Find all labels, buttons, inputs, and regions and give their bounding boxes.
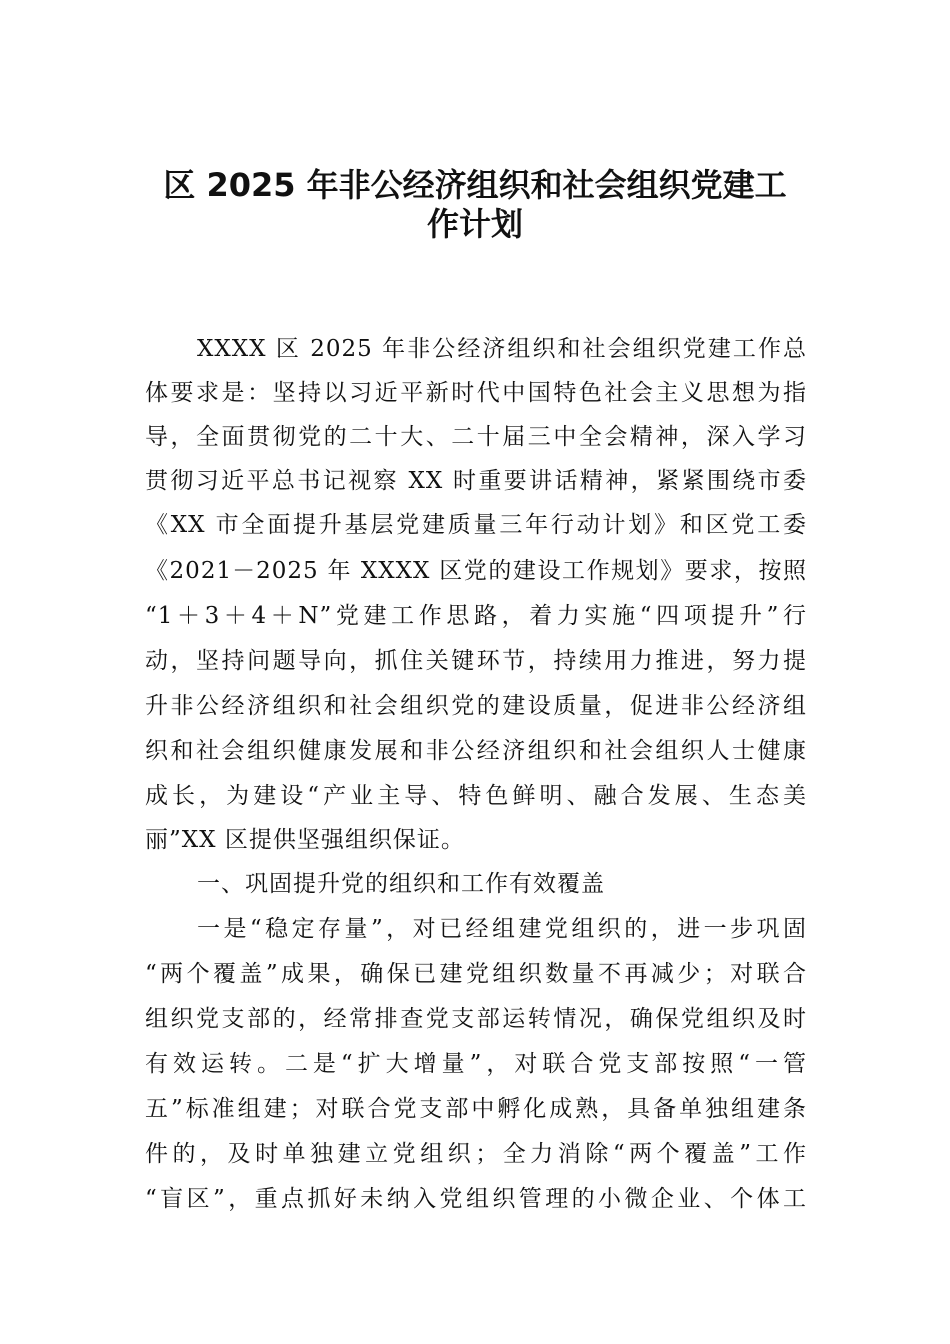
paragraph-2-line: 有效运转。二是“扩大增量”，对联合党支部按照“一管 bbox=[145, 1051, 807, 1077]
paragraph-1-line: 丽”XX 区提供坚强组织保证。 bbox=[145, 827, 465, 853]
paragraph-2-line: “盲区”，重点抓好未纳入党组织管理的小微企业、个体工 bbox=[145, 1186, 807, 1212]
paragraph-1-line: 成长，为建设“产业主导、特色鲜明、融合发展、生态美 bbox=[145, 783, 807, 809]
paragraph-1-line: 导，全面贯彻党的二十大、二十届三中全会精神，深入学习 bbox=[145, 424, 807, 450]
paragraph-1-line: “1＋3＋4＋N”党建工作思路，着力实施“四项提升”行 bbox=[145, 603, 807, 629]
document-title-line-2: 作计划 bbox=[426, 205, 523, 243]
paragraph-1-line: 动，坚持问题导向，抓住关键环节，持续用力推进，努力提 bbox=[145, 648, 807, 674]
paragraph-1-line: XXXX 区 2025 年非公经济组织和社会组织党建工作总 bbox=[197, 336, 807, 362]
paragraph-1-line: 《XX 市全面提升基层党建质量三年行动计划》和区党工委 bbox=[145, 512, 807, 538]
paragraph-1-line: 升非公经济组织和社会组织党的建设质量，促进非公经济组 bbox=[145, 693, 807, 719]
paragraph-1-line: 《2021－2025 年 XXXX 区党的建设工作规划》要求，按照 bbox=[145, 558, 807, 584]
paragraph-1-line: 体要求是：坚持以习近平新时代中国特色社会主义思想为指 bbox=[145, 380, 807, 406]
paragraph-2-line: “两个覆盖”成果，确保已建党组织数量不再减少；对联合 bbox=[145, 961, 807, 987]
paragraph-1-line: 贯彻习近平总书记视察 XX 时重要讲话精神，紧紧围绕市委 bbox=[145, 468, 807, 494]
document-title-line-1: 区 2025 年非公经济组织和社会组织党建工 bbox=[163, 166, 787, 204]
paragraph-1-line: 织和社会组织健康发展和非公经济组织和社会组织人士健康 bbox=[145, 738, 807, 764]
paragraph-2-line: 五”标准组建；对联合党支部中孵化成熟，具备单独组建条 bbox=[145, 1096, 807, 1122]
paragraph-2-line: 件的，及时单独建立党组织；全力消除“两个覆盖”工作 bbox=[145, 1141, 807, 1167]
paragraph-2-line: 组织党支部的，经常排查党支部运转情况，确保党组织及时 bbox=[145, 1006, 807, 1032]
section-1-heading: 一、巩固提升党的组织和工作有效覆盖 bbox=[197, 871, 605, 897]
paragraph-2-line: 一是“稳定存量”，对已经组建党组织的，进一步巩固 bbox=[197, 916, 807, 942]
